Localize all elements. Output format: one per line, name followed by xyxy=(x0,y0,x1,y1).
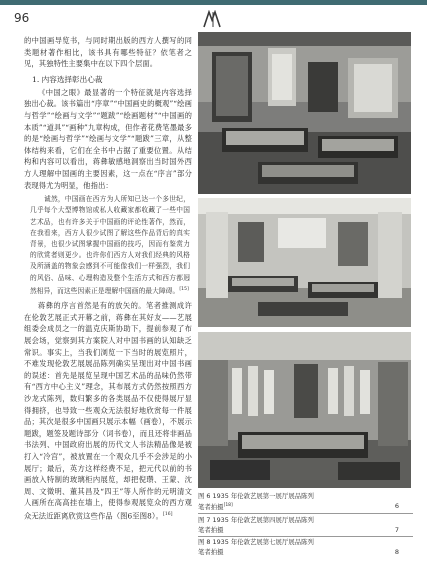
caption-figure-8 xyxy=(198,537,413,557)
am-monogram-icon xyxy=(202,10,224,28)
caption-divider xyxy=(198,536,413,537)
intro-paragraph: 的中国画导览书，与同时期出版的西方人撰写的同类题材著作相比，该书具有哪些特征？依笔者之见，其独特性主要集中在以下四个层面。 xyxy=(24,36,192,69)
caption-6-note: [18] xyxy=(223,503,233,508)
body-paragraph-2-text: 蒋彝的序言首然是有的放矢的。笔者推测成许在伦敦艺展正式开幕之前，蒋彝在其好友——艺展组委会成员之一的温克庆斯协助下，提前参观了布展会场，觉察到其方案院人对中国书画的认知缺乏常识。事实上，当我们浏览一下当时的展览照片，不难发现伦敦艺展展品陈列确实呈现出对中国书画的误述：首先是展览呈现中国艺术品的品味仍然带有“西方中心主义”理念，其布展方式仍然按照西方沙龙式陈列，数归繁多的各类展品不仅使得展厅显得拥挤，也导致一些观众无法很好地欣赏每一件展品；其次是很多中国画只展示本幅（画卷），不展示题跋，题签及题诗部分（词书卷），而且还将非画品书法列、中国政府出展的历代文人书法精品像是被打入“冷宫”，被放置在一个观众几乎不会涉足的小展厅；最后，英方这样经费不足，把元代以前的书画放入特制的玻璃柜内展览，却把倪瓒、王蒙、沈周、文徵明、董其昌及“四王”等人所作的元明清文人画所在高高挂在墙上，使得参观展览众的西方观众无法近距离欣赏这些作品（图6至图8）。 xyxy=(24,301,192,521)
exhibition-photo-6 xyxy=(198,32,411,194)
figure-captions xyxy=(198,491,413,557)
block-quote-text: 诚然，中国画在西方为人所知已达一个多世纪，几乎每个大型博物馆或私人收藏家都收藏了一些中国艺术品，也有许多关于中国画的评论性著作，然而，在我看来，西方人很少试图了解这些作品背后的真实背景，也很少试图掌握中国画的技巧，因而有鉴赏力的欣赏者则更少。也许你们西方人对我们经典的风格及所涵盖的物象会感到不可能像我们一样强烈，我们的风俗、品味、心理构造及整个生活方式和西方都迥然相异，而这些因素正是理解中国画的最大障碍。 xyxy=(30,195,190,295)
caption-figure-7 xyxy=(198,515,413,535)
footnote-marker-16: [16] xyxy=(162,511,173,517)
page-number: 96 xyxy=(14,11,30,25)
body-paragraph-2 xyxy=(24,300,192,522)
body-paragraph-1: 《中国之眼》最显著的一个特征就是内容选择独出心裁。该书篇出“序章”“中国画史的概观”“绘画与哲学”“绘画与文学”“题跋”“绘画题材”“中国画的本质”“道具”“画种”九章构成，但作者花费笔墨最多的是“绘画与哲学”“绘画与文学”“题跋”三章，从整体结构来看，它们在全书中占据了重要位置。从结构和内容可以看出，蒋彝敏感地洞察出当时国外西方人理解中国画的主要因素，这一点在“序言”部分表现得尤为明显，他指出： xyxy=(24,87,192,190)
footnote-marker-15: [15] xyxy=(179,286,189,292)
caption-8-title: 图 8 1935 年伦敦艺展第七展厅展品陈列 xyxy=(198,538,314,547)
main-text-column xyxy=(24,35,192,522)
caption-7-number: 7 xyxy=(394,525,399,534)
caption-figure-6 xyxy=(198,491,413,512)
caption-divider xyxy=(198,513,413,514)
top-color-bar xyxy=(0,0,427,5)
exhibition-photo-8 xyxy=(198,332,411,488)
caption-6-credit xyxy=(198,501,413,512)
exhibition-photo-7 xyxy=(198,198,411,327)
caption-6-title: 图 6 1935 年伦敦艺展第一展厅展品陈列 xyxy=(198,492,314,500)
caption-7-title: 图 7 1935 年伦敦艺展第四展厅展品陈列 xyxy=(198,515,314,524)
caption-8-credit: 笔者拍摄 xyxy=(198,548,224,557)
section-heading: 1. 内容选择彰出心裁 xyxy=(32,74,103,84)
block-quote xyxy=(24,194,192,297)
caption-7-credit: 笔者拍摄 xyxy=(198,525,224,534)
caption-8-number: 8 xyxy=(394,548,399,557)
caption-6-number: 6 xyxy=(394,502,399,510)
caption-6-credit-text: 笔者拍摄 xyxy=(198,503,224,512)
